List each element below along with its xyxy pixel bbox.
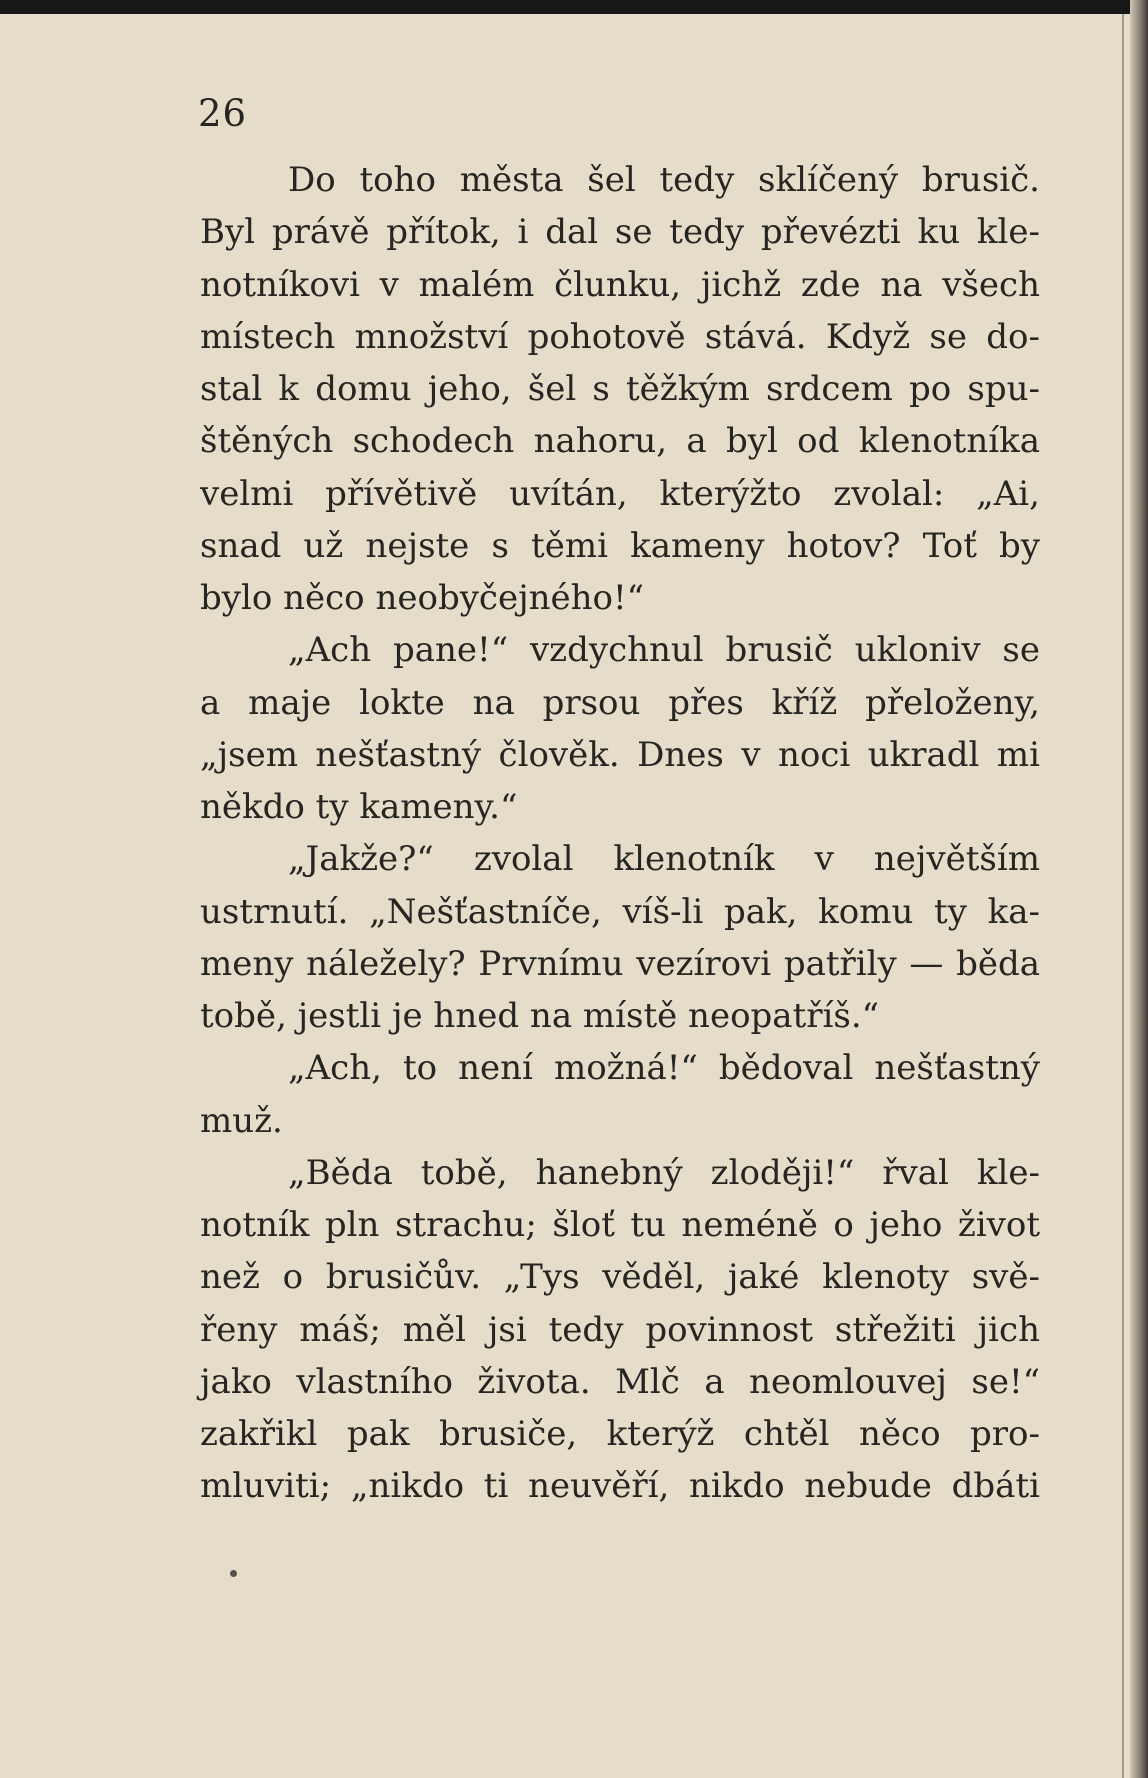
text-line: „Ach pane!“ vzdychnul brusič ukloniv se	[288, 630, 1040, 671]
text-line: velmi přívětivě uvítán, kterýžto zvolal: „Ai,	[200, 473, 1040, 514]
page-number: 26	[198, 92, 248, 135]
text-line: než o brusičův. „Tys věděl, jaké klenoty svě-	[200, 1257, 1040, 1298]
body-text	[200, 154, 1040, 1513]
text-line: „Ach, to není možná!“ bědoval nešťastný	[288, 1048, 1040, 1089]
text-line: stal k domu jeho, šel s těžkým srdcem po spu-	[200, 369, 1040, 409]
page-top-edge	[0, 0, 1148, 14]
text-line: muž.	[200, 1100, 283, 1141]
text-line: štěných schodech nahoru, a byl od klenotníka	[200, 421, 1040, 462]
text-line: snad už nejste s těmi kameny hotov? Toť by	[200, 525, 1040, 566]
page-gutter-line	[1122, 14, 1124, 1778]
page-right-edge-shadow	[1130, 0, 1148, 1778]
text-line: jako vlastního života. Mlč a neomlouvej se!“	[200, 1361, 1040, 1402]
text-line: notník pln strachu; šloť tu neméně o jeho život	[200, 1205, 1040, 1245]
text-line: meny náležely? Prvnímu vezírovi patřily — běda	[200, 943, 1040, 984]
text-line: mluviti; „nikdo ti neuvěří, nikdo nebude dbáti	[200, 1466, 1040, 1507]
text-line: bylo něco neobyčejného!“	[200, 578, 645, 618]
ink-speck	[230, 1570, 237, 1577]
text-line: notníkovi v malém člunku, jichž zde na všech	[200, 264, 1040, 305]
text-line: Byl právě přítok, i dal se tedy převézti ku kle-	[200, 212, 1040, 253]
text-line: „jsem nešťastný člověk. Dnes v noci ukradl mi	[200, 734, 1040, 775]
text-line: řeny máš; měl jsi tedy povinnost střežiti jich	[200, 1309, 1040, 1350]
text-line: ustrnutí. „Nešťastníče, víš-li pak, komu ty ka-	[200, 891, 1040, 932]
text-line: zakřikl pak brusiče, kterýž chtěl něco pro-	[200, 1414, 1040, 1454]
text-line: někdo ty kameny.“	[200, 787, 518, 827]
text-line: Do toho města šel tedy sklíčený brusič.	[288, 160, 1040, 200]
text-line: a maje lokte na prsou přes kříž přeloženy,	[200, 682, 1040, 723]
text-line: „Jakže?“ zvolal klenotník v největším	[288, 839, 1040, 880]
text-line: „Běda tobě, hanebný zloději!“ řval kle-	[288, 1152, 1040, 1193]
text-line: tobě, jestli je hned na místě neopatříš.“	[200, 996, 880, 1036]
text-line: místech množství pohotově stává. Když se do-	[200, 316, 1040, 357]
